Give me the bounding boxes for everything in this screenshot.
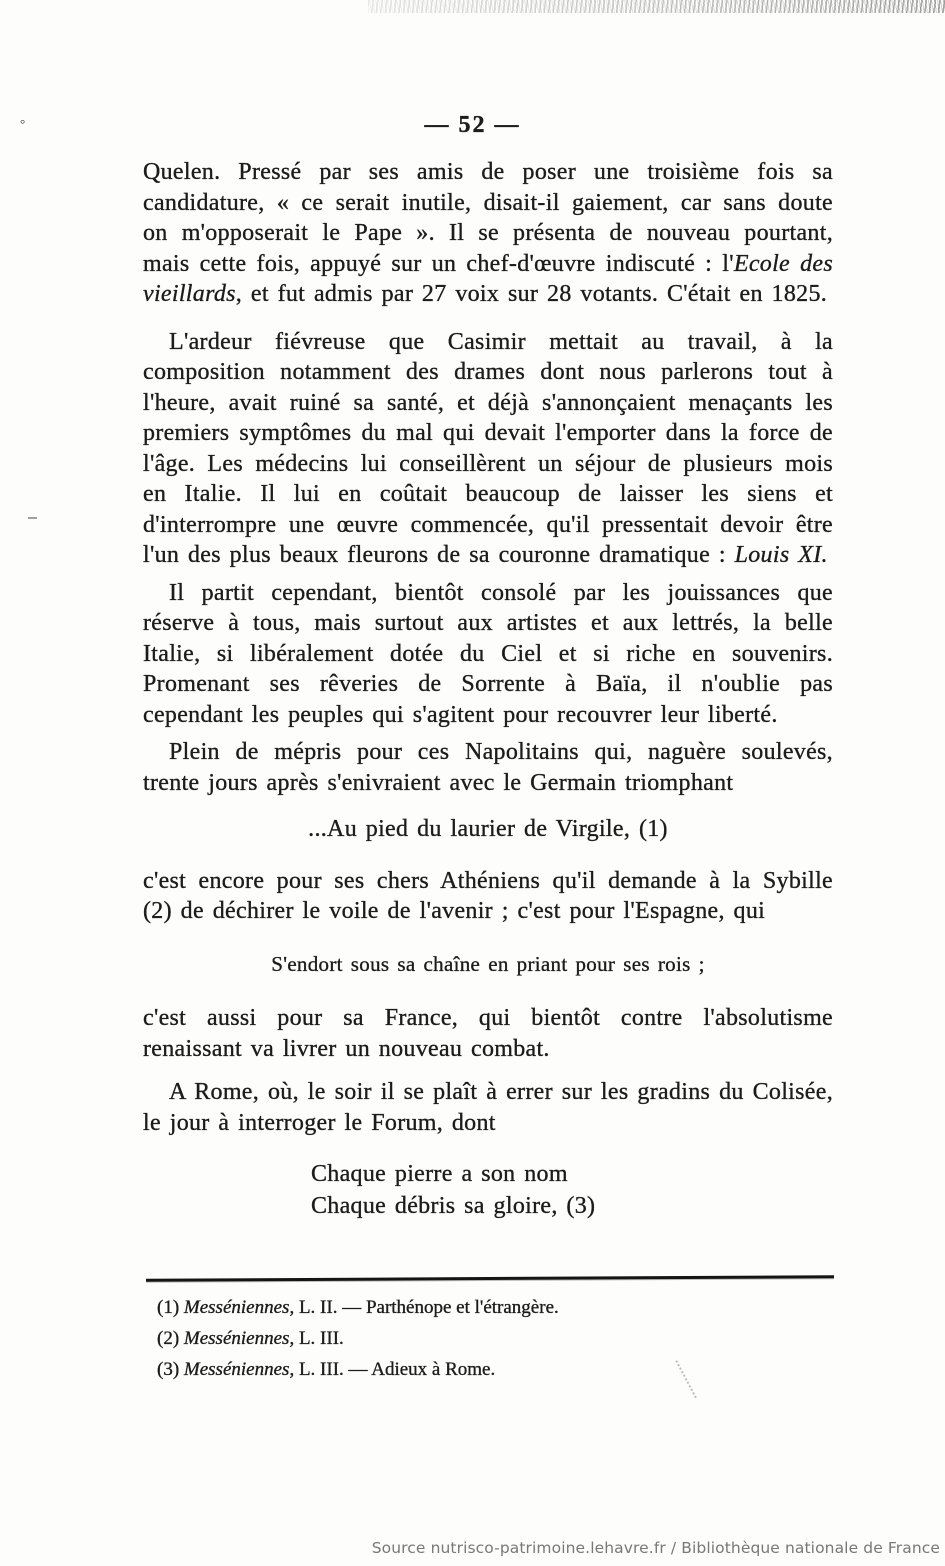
footnote-marker: (3) xyxy=(157,1359,184,1380)
footnote-text: , L. II. — Parthénope et l'étrangère. xyxy=(289,1297,559,1318)
paragraph-text: , et fut admis par 27 voix sur 28 votants. C'était en 1825. xyxy=(235,281,828,307)
speck-artifact: ° xyxy=(20,116,26,131)
work-title-italic: Messéniennes xyxy=(183,1359,290,1380)
scan-noise-artifact xyxy=(368,0,945,13)
footnote-2 xyxy=(143,1323,833,1354)
paragraph-il-partit: Il partit cependant, bientôt consolé par les jouissances que réserve à tous, mais surtout aux artistes et aux lettrés, la belle Italie, si libéralement dotée du Ciel et si riche en souvenirs. Promenant ses rêveries de Sorrente à Baïa, il n'oublie pas cependant les peuples qui s'agitent pour recouvrer leur liberté. xyxy=(143,579,833,728)
margin-dash-artifact xyxy=(28,517,37,519)
footnote-text: , L. III. — Adieux à Rome. xyxy=(289,1359,496,1380)
footnotes-block xyxy=(143,1292,833,1385)
verse-sendort: S'endort sous sa chaîne en priant pour ses rois ; xyxy=(271,951,705,976)
verse-line: Chaque pierre a son nom xyxy=(311,1161,568,1187)
work-title-italic: Messéniennes xyxy=(183,1297,290,1318)
work-title-italic: Louis XI. xyxy=(734,542,828,568)
paragraph-atheniens: c'est encore pour ses chers Athéniens qu'il demande à la Sybille (2) de déchirer le voile de l'avenir ; c'est pour l'Espagne, qui xyxy=(143,867,833,924)
verse-chaque-pierre xyxy=(143,1158,833,1222)
footnote-marker: (2) xyxy=(157,1328,184,1349)
work-title-italic: Ecole des vieillards xyxy=(143,250,833,307)
paragraph-plein-de-mepris: Plein de mépris pour ces Napolitains qui, naguère soulevés, trente jours après s'enivraient avec le Germain triomphant xyxy=(143,739,833,796)
text-column xyxy=(143,157,833,1222)
paragraph-text: Quelen. Pressé par ses amis de poser une troisième fois sa candidature, « ce serait inutile, disait-il gaiement, car sans doute on m'opposerait le Pape ». Il se présenta de nouveau pourtant, mais cette fois, appuyé sur un chef-d'œuvre indiscuté : l' xyxy=(143,159,833,277)
work-title-italic: Messéniennes xyxy=(183,1328,290,1349)
paragraph-ardeur xyxy=(143,327,833,571)
footnote-rule xyxy=(146,1275,834,1281)
footnote-1 xyxy=(143,1292,833,1323)
paragraph-a-rome: A Rome, où, le soir il se plaît à errer sur les gradins du Colisée, le jour à interroger le Forum, dont xyxy=(143,1079,833,1136)
footnote-text: , L. III. xyxy=(289,1328,344,1349)
source-attribution: Source nutrisco-patrimoine.lehavre.fr / Bibliothèque nationale de France xyxy=(371,1539,940,1557)
verse-laurier-de-virgile: ...Au pied du laurier de Virgile, (1) xyxy=(308,816,668,842)
paragraph-text: L'ardeur fiévreuse que Casimir mettait au travail, à la composition notamment des drames dont nous parlerons tout à l'heure, avait ruiné sa santé, et déjà s'annonçaient menaçants les premiers symptômes du mal qui devait l'emporter dans la force de l'âge. Les médecins lui conseillèrent un séjour de plusieurs mois en Italie. Il lui en coûtait beaucoup de laisser les siens et d'interrompre une œuvre commencée, qu'il pressentait devoir être l'un des plus beaux fleurons de sa couronne dramatique : xyxy=(143,328,833,568)
page-number: — 52 — xyxy=(424,112,521,138)
paragraph-quelen xyxy=(143,157,833,310)
footnote-marker: (1) xyxy=(157,1297,184,1318)
footnote-3 xyxy=(143,1354,833,1385)
verse-line: Chaque débris sa gloire, (3) xyxy=(311,1193,596,1219)
paragraph-france: c'est aussi pour sa France, qui bientôt contre l'absolutisme renaissant va livrer un nouveau combat. xyxy=(143,1005,833,1062)
